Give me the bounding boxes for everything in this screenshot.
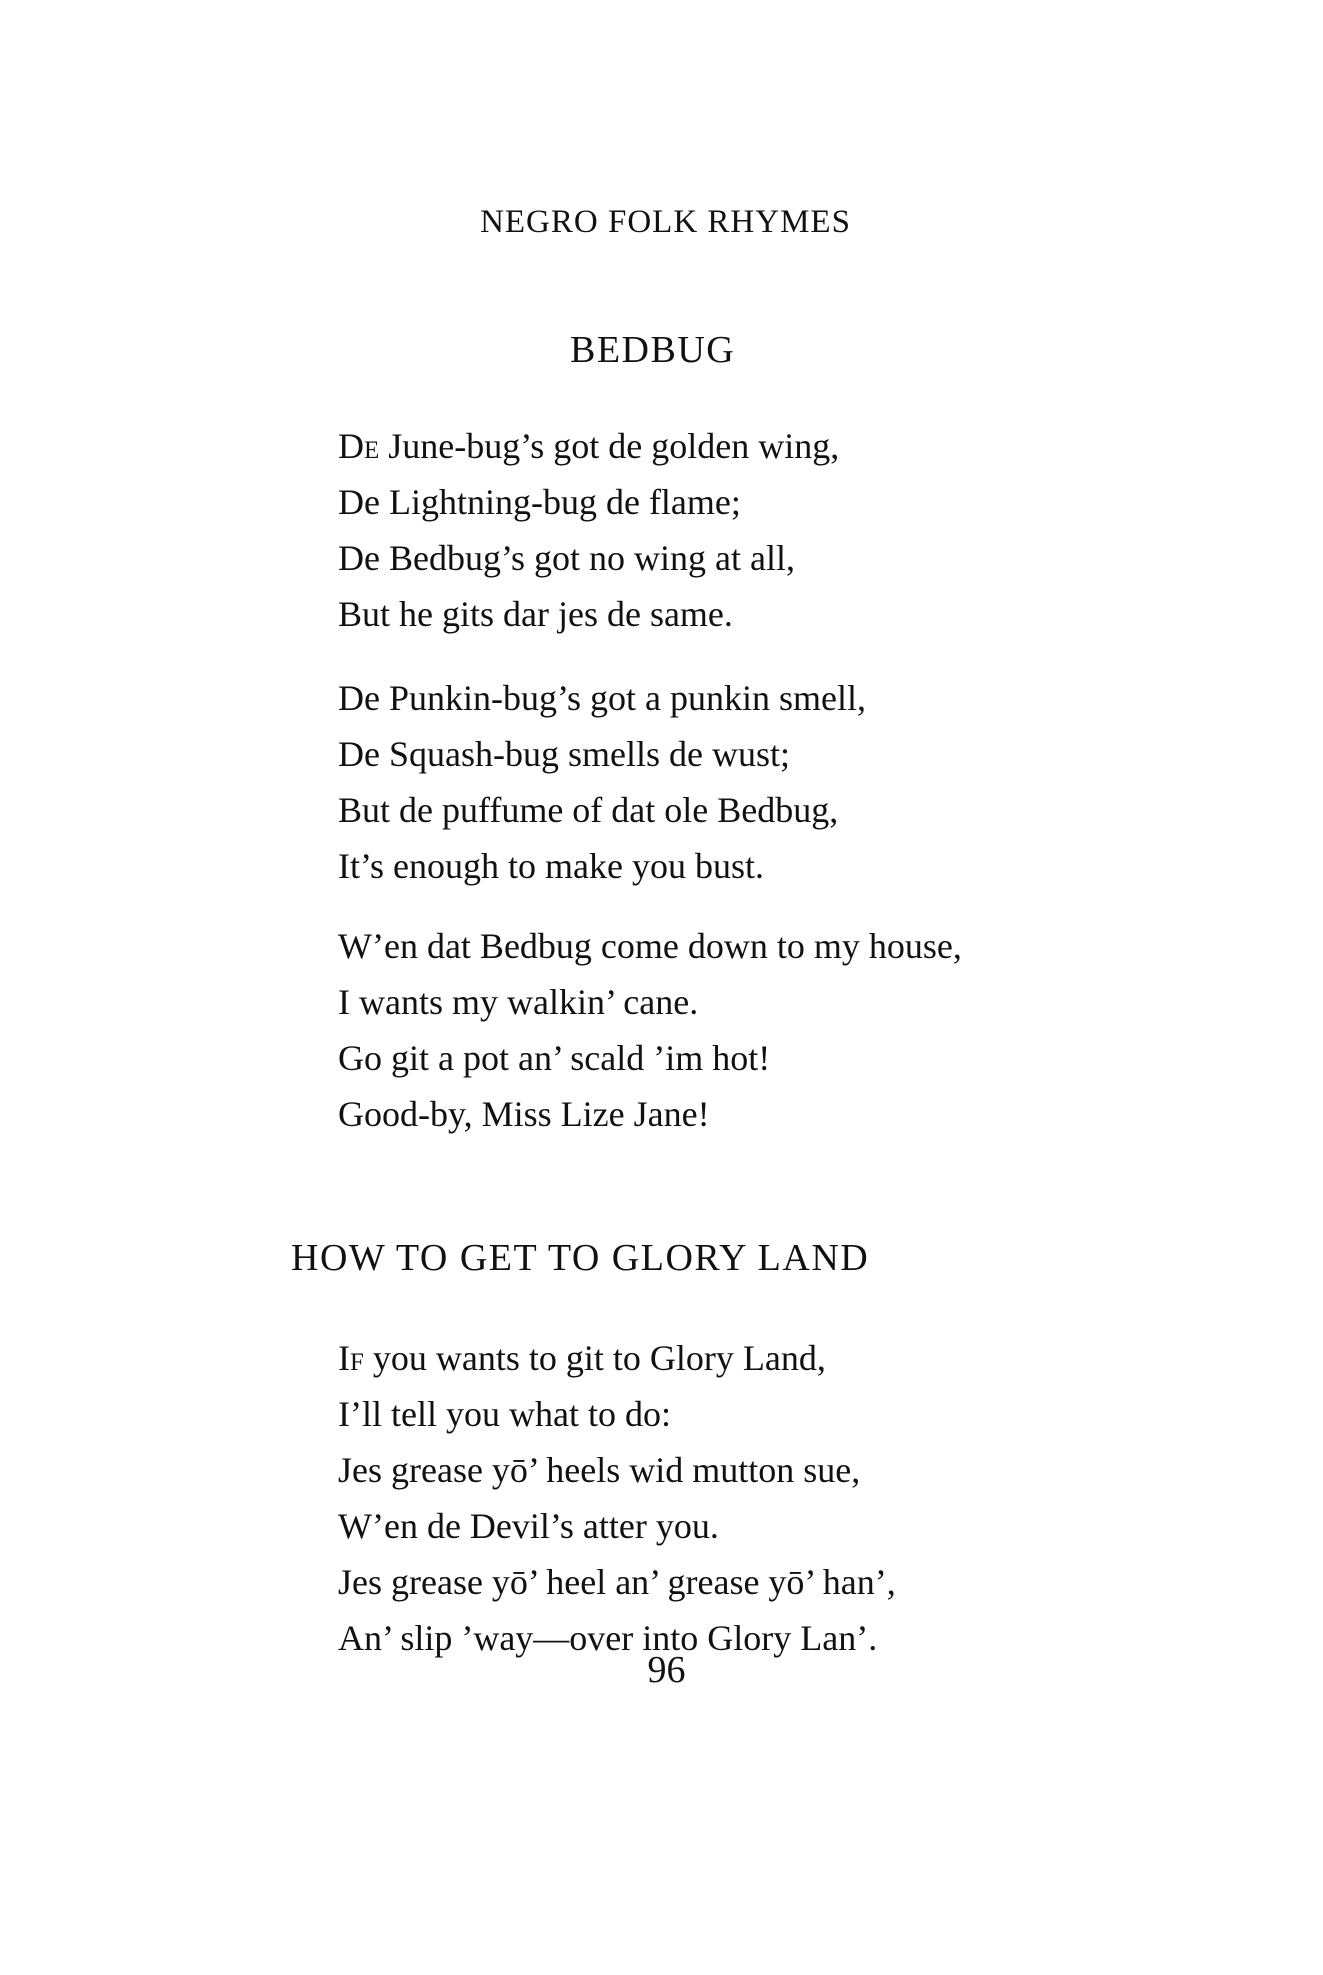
poem-line: Jes grease yō’ heels wid mutton sue,: [338, 1450, 861, 1490]
poem-line: Jes grease yō’ heel an’ grease yō’ han’,: [338, 1562, 896, 1602]
poem-title: HOW TO GET TO GLORY LAND: [291, 1237, 870, 1279]
drop-word: If: [338, 1338, 364, 1378]
poem-line: [338, 418, 839, 474]
stanza: [338, 1330, 896, 1666]
poem-line: De Squash-bug smells de wust;: [338, 734, 790, 774]
line-text: you wants to git to Glory Land,: [363, 1338, 826, 1378]
poem-line: De Punkin-bug’s got a punkin smell,: [338, 678, 866, 718]
stanza: [338, 670, 866, 894]
poem-line: But de puffume of dat ole Bedbug,: [338, 790, 839, 830]
poem-line: I wants my walkin’ cane.: [338, 982, 699, 1022]
poem-line: But he gits dar jes de same.: [338, 594, 733, 634]
poem-line: Go git a pot an’ scald ’im hot!: [338, 1038, 771, 1078]
poem-line: De Bedbug’s got no wing at all,: [338, 538, 795, 578]
poem-line: An’ slip ’way—over into Glory Lan’.: [338, 1618, 878, 1658]
running-head: NEGRO FOLK RHYMES: [480, 204, 851, 240]
poem-line: De Lightning-bug de flame;: [338, 482, 741, 522]
poem-line: W’en de Devil’s atter you.: [338, 1506, 719, 1546]
line-text: June-bug’s got de golden wing,: [379, 426, 840, 466]
poem-line: Good-by, Miss Lize Jane!: [338, 1094, 710, 1134]
stanza: [338, 418, 839, 642]
poem-line: I’ll tell you what to do:: [338, 1394, 671, 1434]
poem-line: W’en dat Bedbug come down to my house,: [338, 926, 962, 966]
page-number: 96: [647, 1649, 686, 1691]
poem-title: BEDBUG: [570, 329, 736, 371]
stanza: [338, 918, 962, 1142]
drop-word: De: [338, 426, 380, 466]
poem-line: [338, 1330, 896, 1386]
poem-line: It’s enough to make you bust.: [338, 846, 764, 886]
